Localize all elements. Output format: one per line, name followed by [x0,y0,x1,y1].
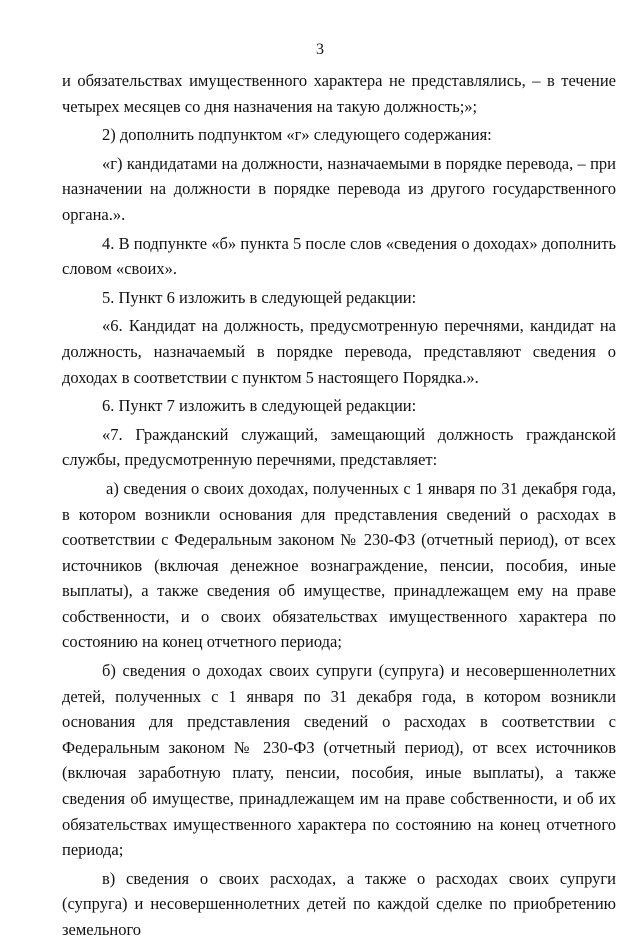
document-body [62,68,616,943]
paragraph-subitem-a: а) сведения о своих доходах, полученных с 1 января по 31 декабря года, в котором возникли основания для представления сведений о расходах в соответствии с Федеральным законом № 230-ФЗ (отчетный период), от всех источников (включая денежное вознаграждение, пенсии, пособия, иные выплаты), а также сведения об имуществе, принадлежащем ему на праве собственности, и о своих обязательствах имущественного характера по состоянию на конец отчетного периода; [62,478,616,652]
paragraph-item-6: 6. Пункт 7 изложить в следующей редакции: [102,396,417,416]
paragraph-subitem-b: б) сведения о доходах своих супруги (супруга) и несовершеннолетних детей, полученных с 1 января по 31 декабря года, в котором возникли основания для представления сведений о расходах в соответствии с Федеральным законом № 230-ФЗ (отчетный период), от всех источников (включая заработную плату, пенсии, пособия, иные выплаты), а также сведения об имуществе, принадлежащем им на праве собственности, и об их обязательствах имущественного характера по состоянию на конец отчетного периода; [62,661,616,860]
paragraph-point-6: «6. Кандидат на должность, предусмотренную перечнями, кандидат на должность, назначаемый в порядке перевода, представляют сведения о доходах в соответствии с пунктом 5 настоящего Порядка.». [62,316,616,387]
paragraph-subitem-g: «г) кандидатами на должности, назначаемыми в порядке перевода, – при назначении на должности в порядке перевода из другого государственного органа.». [62,153,616,224]
paragraph-item-4: 4. В подпункте «б» пункта 5 после слов «сведения о доходах» дополнить словом «своих». [62,233,616,279]
paragraph-item-5: 5. Пункт 6 изложить в следующей редакции: [102,287,417,307]
paragraph-continuation: и обязательствах имущественного характера не представлялись, – в течение четырех месяцев со дня назначения на такую должность;»; [62,71,616,116]
paragraph-subitem-v: в) сведения о своих расходах, а также о расходах своих супруги (супруга) и несовершеннолетних детей по каждой сделке по приобретению земельного [62,868,616,939]
page-number: 3 [316,41,324,58]
paragraph-point-7: «7. Гражданский служащий, замещающий должность гражданской службы, предусмотренную перечнями, представляет: [62,424,616,470]
paragraph-item-2: 2) дополнить подпунктом «г» следующего содержания: [102,125,492,145]
